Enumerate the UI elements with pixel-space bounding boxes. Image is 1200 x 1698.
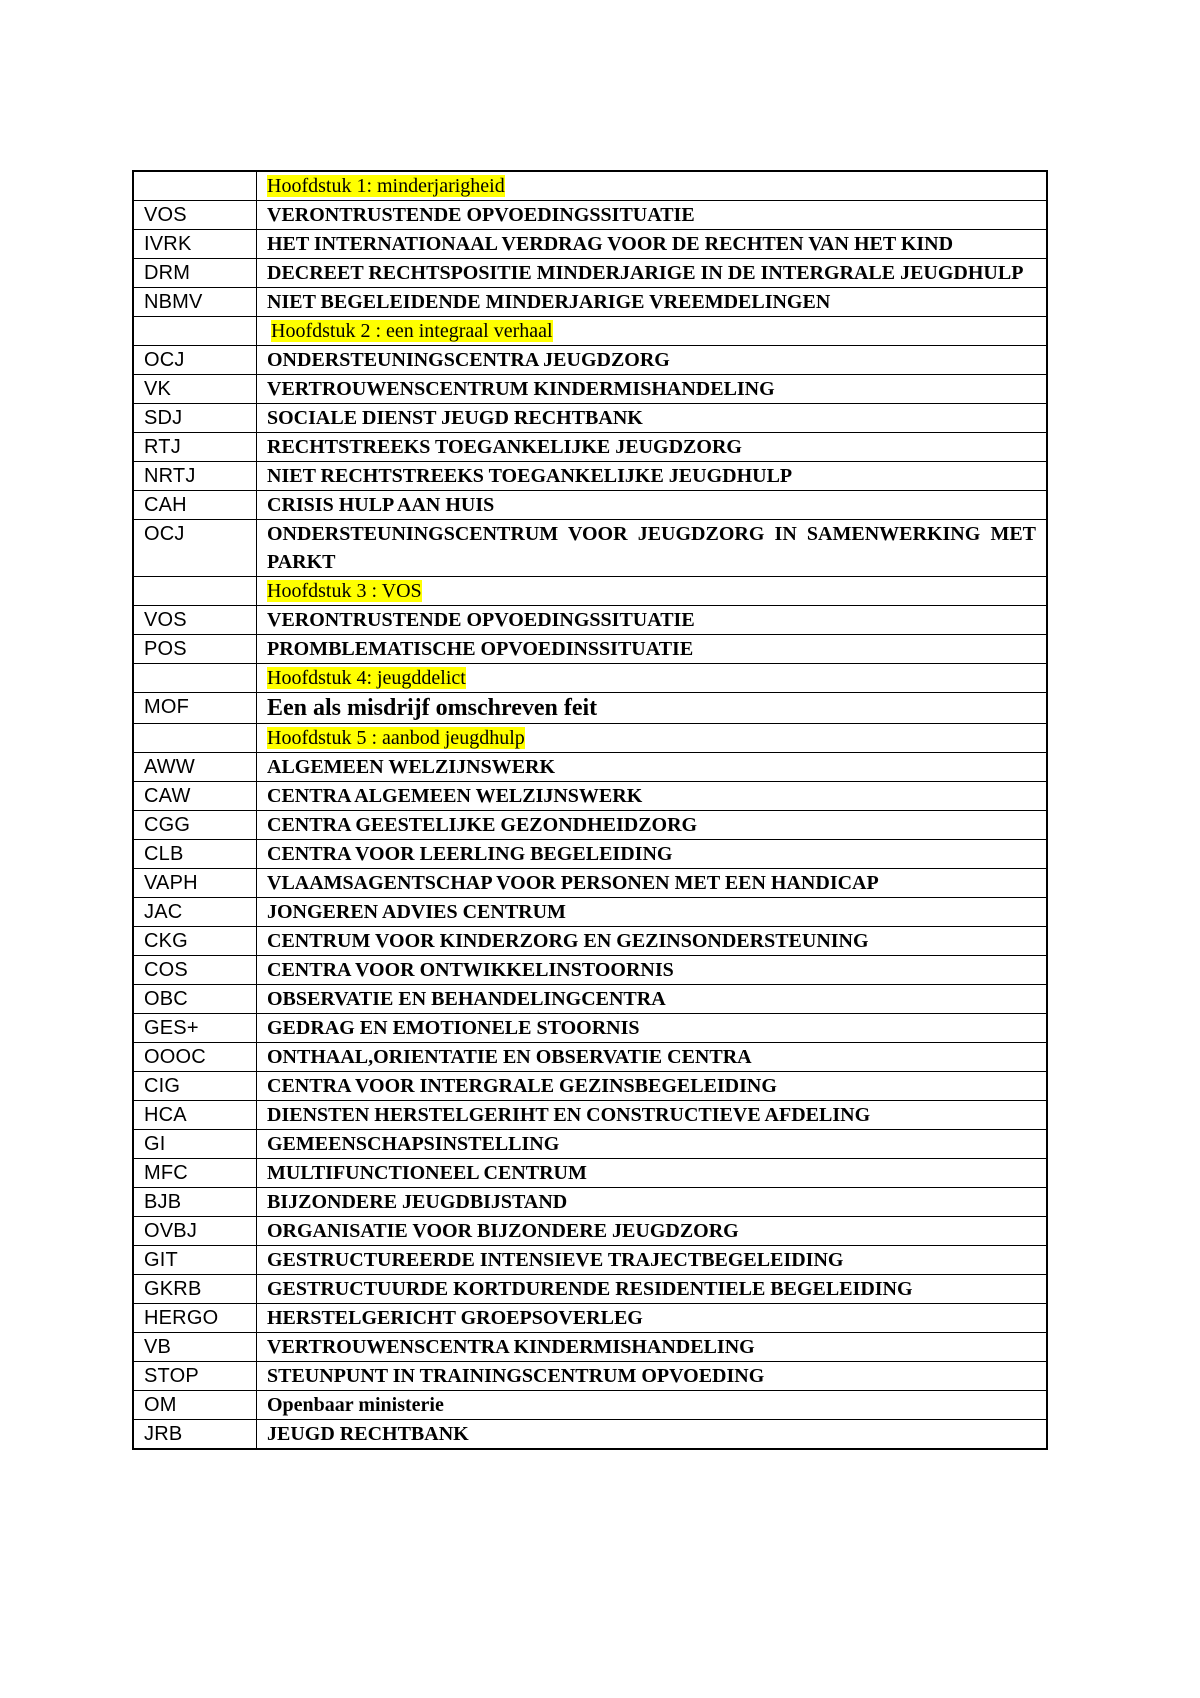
table-row <box>133 491 1047 520</box>
meaning-cell: CENTRA GEESTELIJKE GEZONDHEIDZORG <box>257 811 1048 840</box>
meaning-cell: CENTRA VOOR LEERLING BEGELEIDING <box>257 840 1048 869</box>
abbreviation-cell: VB <box>133 1333 257 1362</box>
abbreviation-cell: JRB <box>133 1420 257 1450</box>
abbreviation-cell: GES+ <box>133 1014 257 1043</box>
table-row <box>133 1188 1047 1217</box>
meaning-cell: ALGEMEEN WELZIJNSWERK <box>257 753 1048 782</box>
abbreviation-table <box>132 170 1048 1450</box>
meaning-cell: GESTRUCTUREERDE INTENSIEVE TRAJECTBEGELEIDING <box>257 1246 1048 1275</box>
meaning-cell: GEDRAG EN EMOTIONELE STOORNIS <box>257 1014 1048 1043</box>
table-row <box>133 1333 1047 1362</box>
meaning-cell: MULTIFUNCTIONEEL CENTRUM <box>257 1159 1048 1188</box>
abbreviation-cell: OVBJ <box>133 1217 257 1246</box>
abbreviation-cell: VOS <box>133 201 257 230</box>
table-row <box>133 898 1047 927</box>
chapter-heading-cell <box>257 317 1048 346</box>
meaning-cell: HET INTERNATIONAAL VERDRAG VOOR DE RECHTEN VAN HET KIND <box>257 230 1048 259</box>
table-row <box>133 1304 1047 1333</box>
meaning-cell: CENTRA ALGEMEEN WELZIJNSWERK <box>257 782 1048 811</box>
abbreviation-cell: STOP <box>133 1362 257 1391</box>
table-row <box>133 1101 1047 1130</box>
table-row <box>133 1014 1047 1043</box>
abbreviation-cell: COS <box>133 956 257 985</box>
abbreviation-cell: OOOC <box>133 1043 257 1072</box>
abbreviation-cell: OBC <box>133 985 257 1014</box>
chapter-row <box>133 171 1047 201</box>
chapter-row <box>133 724 1047 753</box>
chapter-heading-cell <box>257 724 1048 753</box>
meaning-cell: CENTRUM VOOR KINDERZORG EN GEZINSONDERSTEUNING <box>257 927 1048 956</box>
meaning-cell: VLAAMSAGENTSCHAP VOOR PERSONEN MET EEN HANDICAP <box>257 869 1048 898</box>
meaning-cell: CENTRA VOOR ONTWIKKELINSTOORNIS <box>257 956 1048 985</box>
abbreviation-cell: NBMV <box>133 288 257 317</box>
abbreviation-cell: SDJ <box>133 404 257 433</box>
chapter-heading: Hoofdstuk 1: minderjarigheid <box>267 175 505 197</box>
table-row <box>133 869 1047 898</box>
meaning-cell: Openbaar ministerie <box>257 1391 1048 1420</box>
abbreviation-cell: RTJ <box>133 433 257 462</box>
meaning-cell: CENTRA VOOR INTERGRALE GEZINSBEGELEIDING <box>257 1072 1048 1101</box>
meaning-cell: SOCIALE DIENST JEUGD RECHTBANK <box>257 404 1048 433</box>
table-row <box>133 346 1047 375</box>
abbreviation-cell: VK <box>133 375 257 404</box>
abbreviation-cell: OM <box>133 1391 257 1420</box>
abbreviation-cell: CIG <box>133 1072 257 1101</box>
meaning-cell: ORGANISATIE VOOR BIJZONDERE JEUGDZORG <box>257 1217 1048 1246</box>
chapter-row <box>133 317 1047 346</box>
meaning-cell: NIET RECHTSTREEKS TOEGANKELIJKE JEUGDHULP <box>257 462 1048 491</box>
table-row <box>133 1420 1047 1450</box>
meaning-cell: ONTHAAL,ORIENTATIE EN OBSERVATIE CENTRA <box>257 1043 1048 1072</box>
chapter-heading-cell <box>257 577 1048 606</box>
table-row <box>133 753 1047 782</box>
abbreviation-cell: IVRK <box>133 230 257 259</box>
abbreviation-cell <box>133 577 257 606</box>
abbreviation-cell <box>133 317 257 346</box>
table-row <box>133 782 1047 811</box>
meaning-cell: CRISIS HULP AAN HUIS <box>257 491 1048 520</box>
meaning-cell: GESTRUCTUURDE KORTDURENDE RESIDENTIELE BEGELEIDING <box>257 1275 1048 1304</box>
abbreviation-cell: CLB <box>133 840 257 869</box>
meaning-cell: BIJZONDERE JEUGDBIJSTAND <box>257 1188 1048 1217</box>
chapter-row <box>133 664 1047 693</box>
abbreviation-cell: JAC <box>133 898 257 927</box>
abbreviation-cell: GIT <box>133 1246 257 1275</box>
abbreviation-cell: CGG <box>133 811 257 840</box>
table-row <box>133 1275 1047 1304</box>
meaning-cell: PROMBLEMATISCHE OPVOEDINSSITUATIE <box>257 635 1048 664</box>
abbreviation-cell <box>133 724 257 753</box>
abbreviation-cell: VOS <box>133 606 257 635</box>
table-row <box>133 1159 1047 1188</box>
abbreviation-cell: OCJ <box>133 346 257 375</box>
meaning-cell: VERONTRUSTENDE OPVOEDINGSSITUATIE <box>257 606 1048 635</box>
table-row <box>133 1246 1047 1275</box>
table-row <box>133 1217 1047 1246</box>
table-row <box>133 520 1047 577</box>
table-row <box>133 956 1047 985</box>
table-row <box>133 811 1047 840</box>
abbreviation-table-body <box>133 171 1047 1449</box>
table-row <box>133 404 1047 433</box>
chapter-heading: Hoofdstuk 4: jeugddelict <box>267 667 466 689</box>
abbreviation-cell: GI <box>133 1130 257 1159</box>
table-row <box>133 1043 1047 1072</box>
chapter-heading: Hoofdstuk 3 : VOS <box>267 580 422 602</box>
chapter-row <box>133 577 1047 606</box>
abbreviation-cell: CAH <box>133 491 257 520</box>
table-row <box>133 230 1047 259</box>
table-row <box>133 433 1047 462</box>
table-row <box>133 606 1047 635</box>
meaning-cell: JEUGD RECHTBANK <box>257 1420 1048 1450</box>
abbreviation-cell: MFC <box>133 1159 257 1188</box>
meaning-cell: OBSERVATIE EN BEHANDELINGCENTRA <box>257 985 1048 1014</box>
meaning-cell: GEMEENSCHAPSINSTELLING <box>257 1130 1048 1159</box>
table-row <box>133 693 1047 724</box>
abbreviation-cell <box>133 171 257 201</box>
chapter-heading: Hoofdstuk 5 : aanbod jeugdhulp <box>267 727 525 749</box>
table-row <box>133 1362 1047 1391</box>
table-row <box>133 375 1047 404</box>
abbreviation-cell: VAPH <box>133 869 257 898</box>
abbreviation-cell: NRTJ <box>133 462 257 491</box>
table-row <box>133 635 1047 664</box>
table-row <box>133 462 1047 491</box>
chapter-heading-cell <box>257 664 1048 693</box>
meaning-cell: ONDERSTEUNINGSCENTRA JEUGDZORG <box>257 346 1048 375</box>
abbreviation-cell: CAW <box>133 782 257 811</box>
abbreviation-cell: GKRB <box>133 1275 257 1304</box>
abbreviation-cell: CKG <box>133 927 257 956</box>
abbreviation-cell: DRM <box>133 259 257 288</box>
abbreviation-cell <box>133 664 257 693</box>
table-row <box>133 927 1047 956</box>
meaning-cell: DIENSTEN HERSTELGERIHT EN CONSTRUCTIEVE AFDELING <box>257 1101 1048 1130</box>
abbreviation-cell: HCA <box>133 1101 257 1130</box>
chapter-heading-cell <box>257 171 1048 201</box>
table-row <box>133 288 1047 317</box>
abbreviation-cell: MOF <box>133 693 257 724</box>
meaning-cell: VERTROUWENSCENTRUM KINDERMISHANDELING <box>257 375 1048 404</box>
table-row <box>133 840 1047 869</box>
abbreviation-cell: POS <box>133 635 257 664</box>
meaning-cell: STEUNPUNT IN TRAININGSCENTRUM OPVOEDING <box>257 1362 1048 1391</box>
meaning-cell: VERTROUWENSCENTRA KINDERMISHANDELING <box>257 1333 1048 1362</box>
abbreviation-cell: AWW <box>133 753 257 782</box>
table-row <box>133 1130 1047 1159</box>
meaning-cell: VERONTRUSTENDE OPVOEDINGSSITUATIE <box>257 201 1048 230</box>
meaning-cell: JONGEREN ADVIES CENTRUM <box>257 898 1048 927</box>
meaning-cell: HERSTELGERICHT GROEPSOVERLEG <box>257 1304 1048 1333</box>
table-row <box>133 259 1047 288</box>
meaning-cell: Een als misdrijf omschreven feit <box>257 693 1048 724</box>
table-row <box>133 1391 1047 1420</box>
meaning-cell: ONDERSTEUNINGSCENTRUM VOOR JEUGDZORG IN SAMENWERKING MET PARKT <box>257 520 1048 577</box>
abbreviation-cell: HERGO <box>133 1304 257 1333</box>
meaning-cell: DECREET RECHTSPOSITIE MINDERJARIGE IN DE INTERGRALE JEUGDHULP <box>257 259 1048 288</box>
abbreviation-cell: OCJ <box>133 520 257 577</box>
abbreviation-cell: BJB <box>133 1188 257 1217</box>
table-row <box>133 985 1047 1014</box>
meaning-cell: NIET BEGELEIDENDE MINDERJARIGE VREEMDELINGEN <box>257 288 1048 317</box>
table-row <box>133 1072 1047 1101</box>
table-row <box>133 201 1047 230</box>
chapter-heading: Hoofdstuk 2 : een integraal verhaal <box>271 320 553 342</box>
meaning-cell: RECHTSTREEKS TOEGANKELIJKE JEUGDZORG <box>257 433 1048 462</box>
